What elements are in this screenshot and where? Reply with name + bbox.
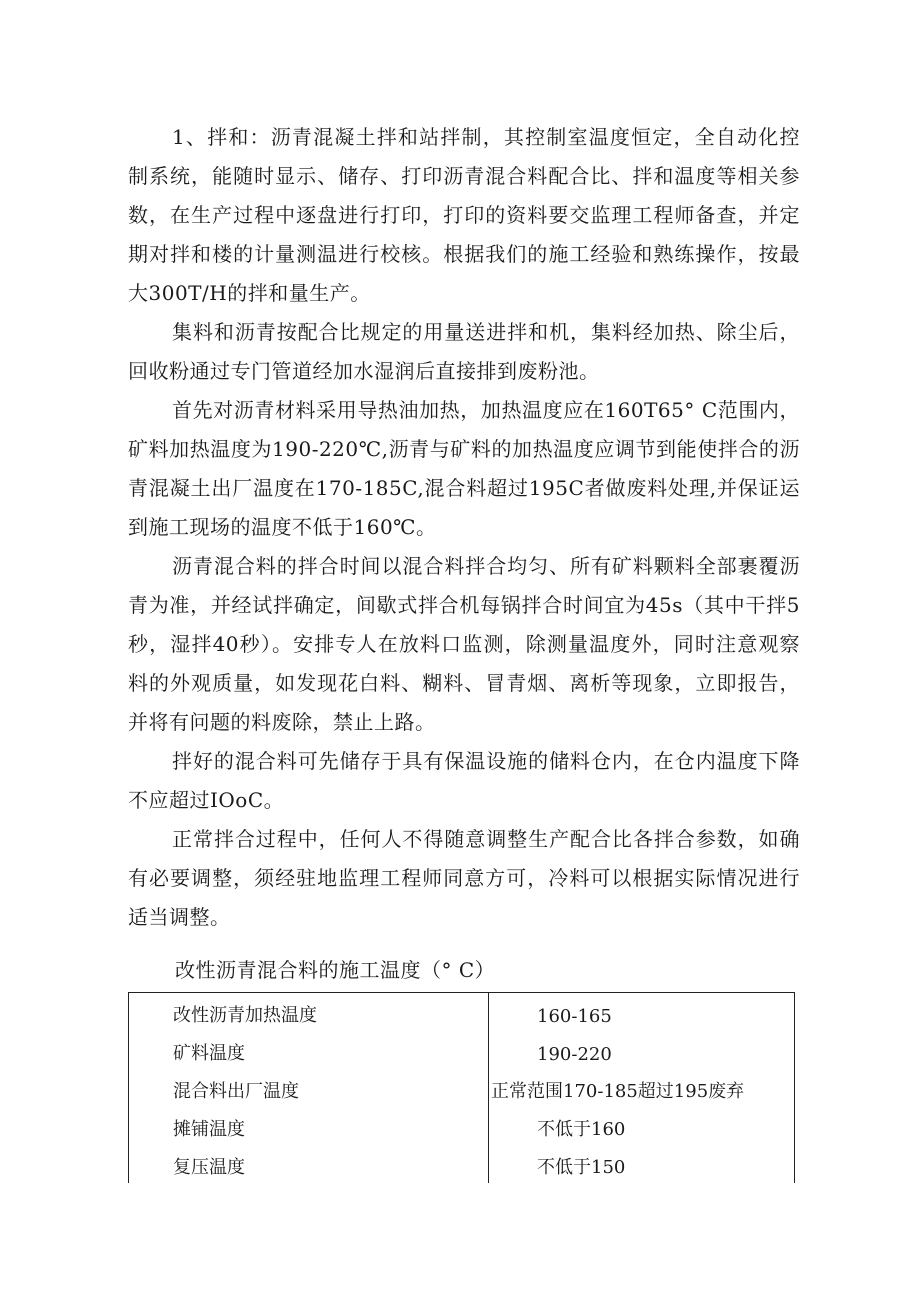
table-cell-value: 160-165 [489,993,795,1031]
table-title: 改性沥青混合料的施工温度（° C） [175,958,496,982]
paragraph-aggregate-feed: 集料和沥青按配合比规定的用量送进拌和机，集料经加热、除尘后，回收粉通过专门管道经加水湿润后直接排到废粉池。 [128,320,800,383]
table-cell-name: 矿料温度 [129,1031,489,1069]
table-cell-name: 混合料出厂温度 [129,1069,489,1107]
paragraph-mixing-station: 1、拌和：沥青混凝土拌和站拌制，其控制室温度恒定，全自动化控制系统，能随时显示、储存、打印沥青混合料配合比、拌和温度等相关参数，在生产过程中逐盘进行打印，打印的资料要交监理工程师备查，并定期对拌和楼的计量测温进行校核。根据我们的施工经验和熟练操作，按最大300T/H的拌和量生产。 [128,125,800,305]
temperature-table [128,992,795,1183]
table-row [129,993,795,1031]
table-cell-value: 不低于160 [489,1107,795,1145]
table-row [129,1069,795,1107]
table-cell-value: 正常范围170-185超过195废弃 [489,1069,795,1107]
table-cell-name: 改性沥青加热温度 [129,993,489,1031]
table-row [129,1107,795,1145]
table-cell-name: 复压温度 [129,1145,489,1183]
paragraph-storage: 拌好的混合料可先储存于具有保温设施的储料仓内，在仓内温度下降不应超过IOoC。 [128,749,800,812]
table-row [129,1145,795,1183]
table-cell-value: 190-220 [489,1031,795,1069]
table-cell-name: 摊铺温度 [129,1107,489,1145]
table-row [129,1031,795,1069]
paragraph-mixing-time: 沥青混合料的拌合时间以混合料拌合均匀、所有矿料颗料全部裹覆沥青为准，并经试拌确定，间歇式拌合机每锅拌合时间宜为45s（其中干拌5秒，湿拌40秒）。安排专人在放料口监测，除测量温度外，同时注意观察料的外观质量，如发现花白料、糊料、冒青烟、离析等现象，立即报告，并将有问题的料废除，禁止上路。 [128,554,800,734]
paragraph-heating-temperature: 首先对沥青材料采用导热油加热，加热温度应在160T65° C范围内，矿料加热温度为190-220℃,沥青与矿料的加热温度应调节到能使拌合的沥青混凝土出厂温度在170-185C,混合料超过195C者做废料处理,并保证运到施工现场的温度不低于160℃。 [128,398,800,539]
paragraph-adjustment: 正常拌合过程中，任何人不得随意调整生产配合比各拌合参数，如确有必要调整，须经驻地监理工程师同意方可，冷料可以根据实际情况进行适当调整。 [128,827,800,929]
table-cell-value: 不低于150 [489,1145,795,1183]
